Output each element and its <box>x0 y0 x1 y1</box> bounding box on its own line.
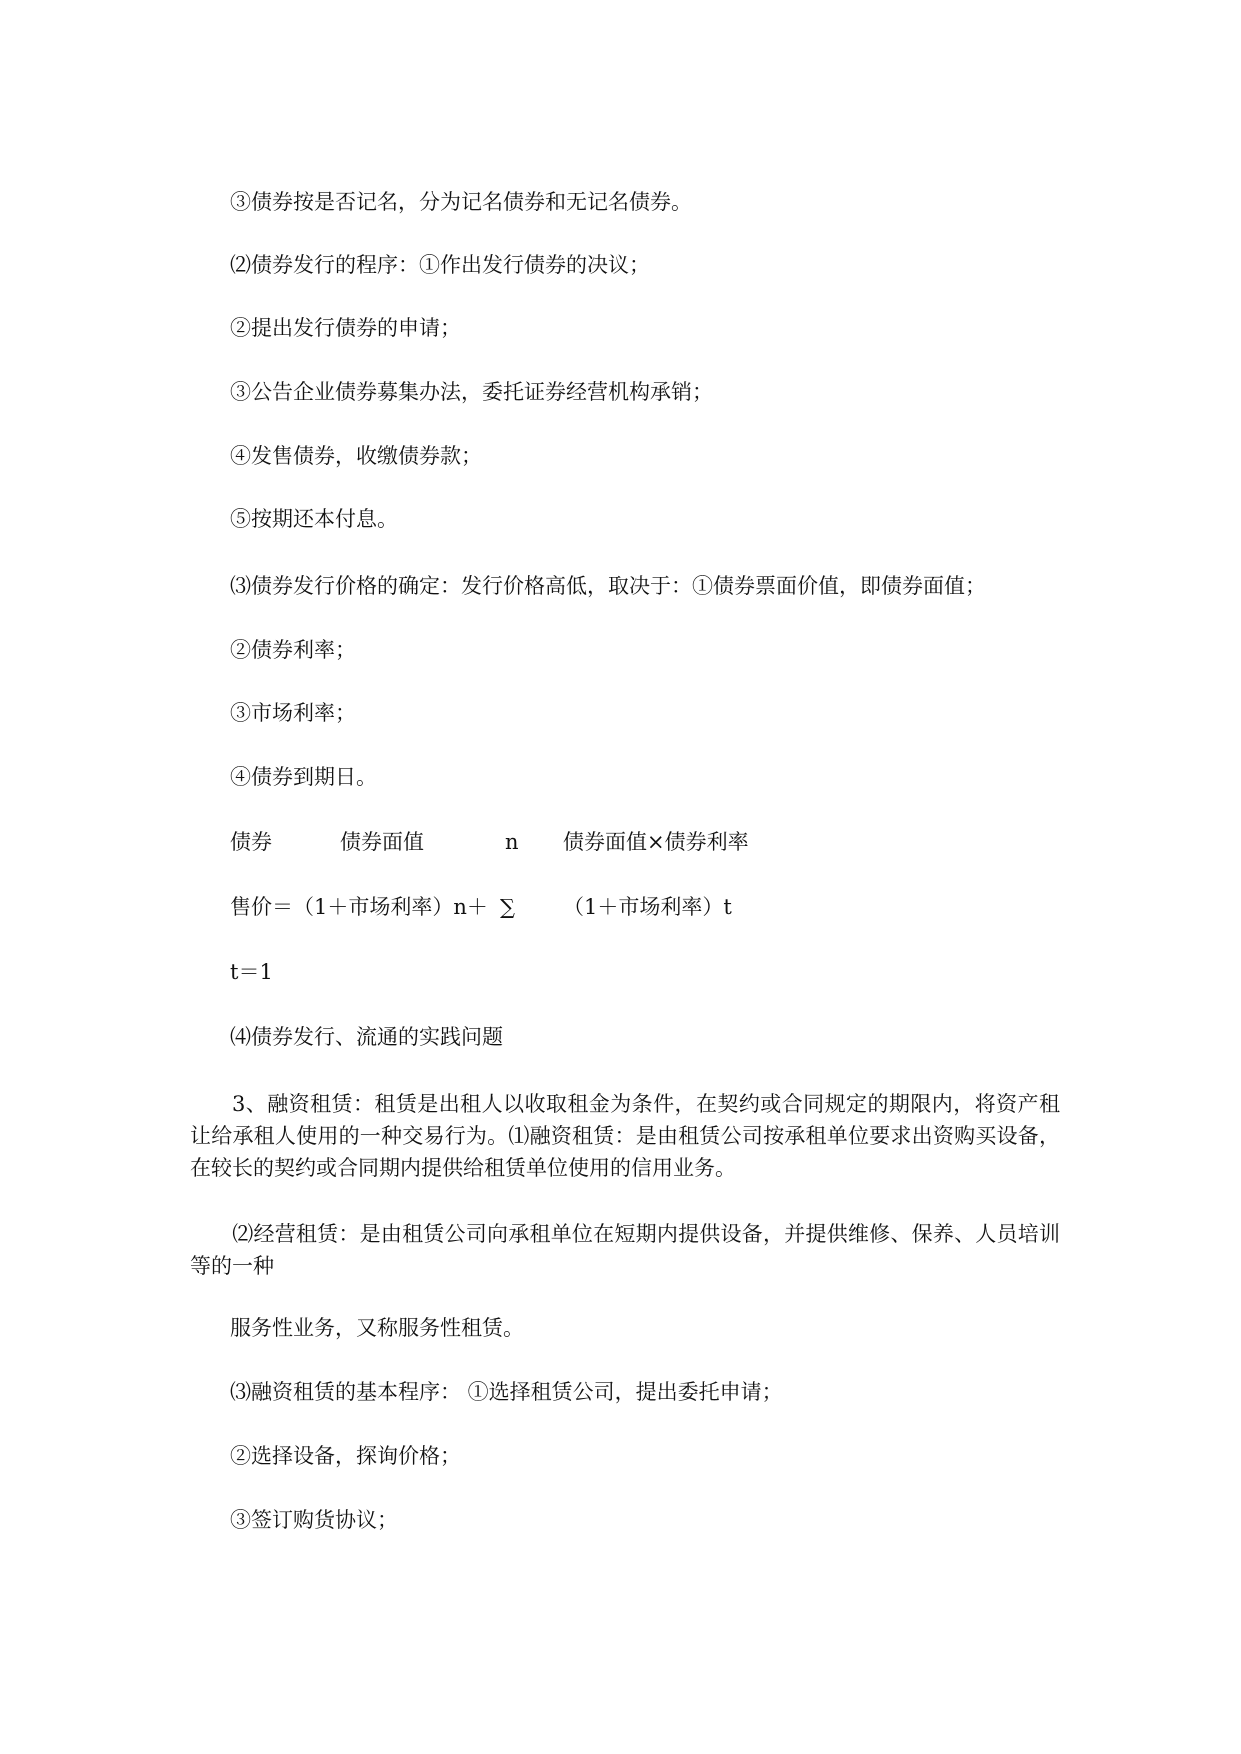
text-line: ⑶债券发行价格的确定：发行价格高低，取决于：①债券票面价值，即债券面值； <box>230 574 986 598</box>
operating-lease-paragraph: ⑵经营租赁：是由租赁公司向承租单位在短期内提供设备，并提供维修、保养、人员培训等的一种 <box>190 1222 1060 1278</box>
text-line: ③签订购货协议； <box>230 1508 398 1532</box>
text-line: 服务性业务，又称服务性租赁。 <box>230 1316 524 1340</box>
text-line: ②选择设备，探询价格； <box>230 1444 461 1468</box>
text-line: ②提出发行债券的申请； <box>230 316 461 340</box>
formula-label-bond: 债券 <box>230 830 272 854</box>
text-line: ④发售债券，收缴债券款； <box>230 444 482 468</box>
formula-exponent-n: n <box>505 830 519 854</box>
text-line: ③公告企业债券募集办法，委托证券经营机构承销； <box>230 380 713 404</box>
text-line: ⑵债券发行的程序：①作出发行债券的决议； <box>230 253 650 277</box>
text-line: ⑤按期还本付息。 <box>230 507 398 531</box>
formula-index-start: t＝1 <box>230 960 273 984</box>
text-line: ④债券到期日。 <box>230 765 377 789</box>
formula-numerator: 债券面值×债券利率 <box>563 830 749 854</box>
section-heading: ⑷债券发行、流通的实践问题 <box>230 1025 503 1049</box>
text-line: ②债券利率； <box>230 638 356 662</box>
formula-denominator: （1＋市场利率）t <box>563 895 732 919</box>
formula-price-expression: 售价＝（1＋市场利率）n＋ <box>230 895 488 919</box>
text-line: ③市场利率； <box>230 701 356 725</box>
formula-sum-symbol: ∑ <box>500 895 515 919</box>
text-line: ③债券按是否记名，分为记名债券和无记名债券。 <box>230 190 692 214</box>
formula-label-face-value: 债券面值 <box>340 830 424 854</box>
text-line: ⑶融资租赁的基本程序： ①选择租赁公司，提出委托申请； <box>230 1380 783 1404</box>
leasing-paragraph: 3、融资租赁：租赁是出租人以收取租金为条件，在契约或合同规定的期限内，将资产租让给承租人使用的一种交易行为。⑴融资租赁：是由租赁公司按承租单位要求出资购买设备，在较长的契约或合同期内提供给租赁单位使用的信用业务。 <box>190 1092 1060 1180</box>
